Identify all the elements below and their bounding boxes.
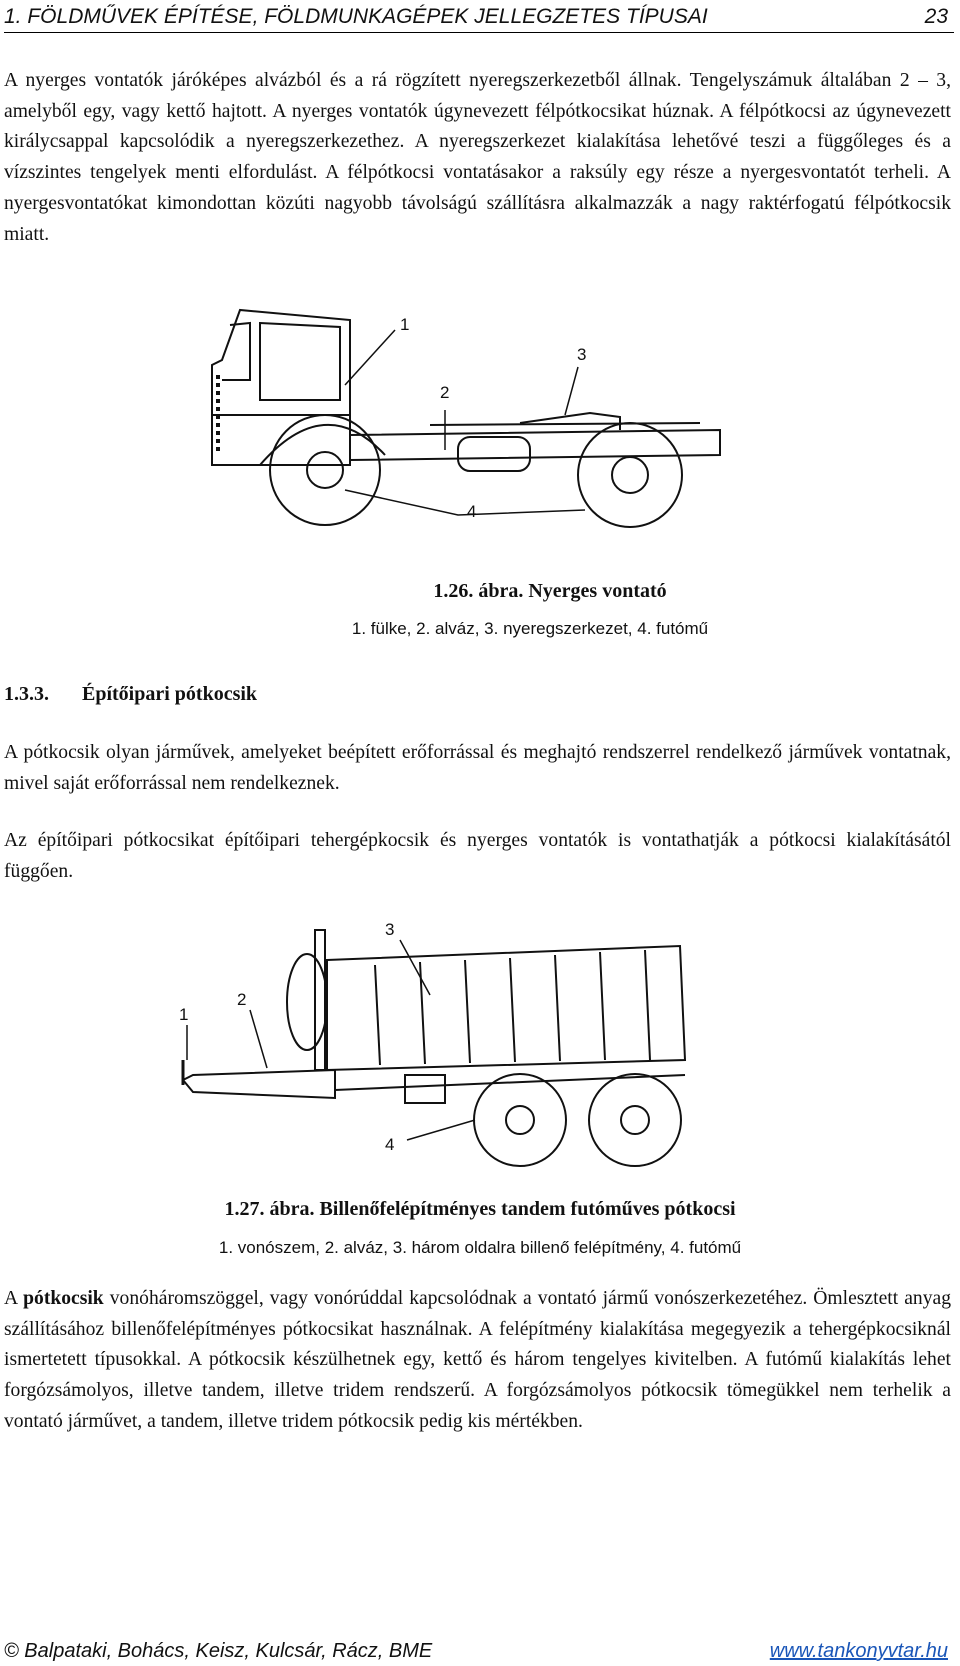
fig1-caption: 1.26. ábra. Nyerges vontató [433, 580, 667, 602]
footer-authors: © Balpataki, Bohács, Keisz, Kulcsár, Rácz, BME [4, 1640, 433, 1662]
trailer-figure [175, 910, 735, 1175]
fig1-label-2: 2 [440, 383, 450, 402]
para4-bold-term: pótkocsik [23, 1288, 104, 1309]
fig2-label-2: 2 [237, 990, 247, 1009]
fig1-label-1: 1 [400, 315, 410, 334]
section-number: 1.3.3. [4, 683, 49, 705]
page-number: 23 [924, 5, 948, 28]
para4-post: vonóháromszöggel, vagy vonórúddal kapcsolódnak a vontató jármű vonószerkezetéhez. Ömlesztett anyag szállításához billenőfelépítményes pótkocsikat használnak. A felépítmény kialakítása megegyezik a tehergépkocsiknál ismertetett típusokkal. A pótkocsik készülhetnek egy, kettő és három tengelyes kivitelben. A futómű kialakítás lehet forgózsámolyos, illetve tandem, illetve tridem rendszerű. A forgózsámolyos pótkocsik tömegükkel nem terhelik a vontató járművet, a tandem, illetve tridem pótkocsik pedig kis mértékben. [4, 1288, 951, 1432]
chapter-title: 1. FÖLDMŰVEK ÉPÍTÉSE, FÖLDMUNKAGÉPEK JELLEGZETES TÍPUSAI [4, 5, 708, 28]
section-heading [4, 683, 257, 706]
footer-url-link[interactable]: www.tankonyvtar.hu [769, 1640, 948, 1662]
tractor-figure [200, 305, 760, 555]
section-title: Építőipari pótkocsik [82, 683, 258, 705]
paragraph-trailer-towing: Az építőipari pótkocsikat építőipari tehergépkocsik és nyerges vontatók is vontathatják a pótkocsi kialakításától függően. [4, 830, 951, 882]
fig2-label-3: 3 [385, 920, 395, 939]
paragraph-trailer-definition: A pótkocsik olyan járművek, amelyeket beépített erőforrással és meghajtó rendszerrel rendelkező járművek vontatnak, mivel saját erőforrással nem rendelkeznek. [4, 742, 951, 794]
para4-pre: A [4, 1288, 24, 1309]
page-footer [4, 1640, 954, 1663]
paragraph-trailer-details [4, 1284, 951, 1438]
fig2-subcaption: 1. vonószem, 2. alváz, 3. három oldalra billenő felépítmény, 4. futómű [218, 1238, 742, 1257]
page-header [4, 2, 954, 33]
fig1-subcaption: 1. fülke, 2. alváz, 3. nyeregszerkezet, 4. futómű [351, 619, 709, 638]
fig2-caption: 1.27. ábra. Billenőfelépítményes tandem futóműves pótkocsi [224, 1198, 736, 1220]
fig1-label-3: 3 [577, 345, 587, 364]
fig2-label-4: 4 [385, 1135, 395, 1154]
fig1-label-4: 4 [467, 502, 477, 521]
fig2-label-1: 1 [179, 1005, 189, 1024]
paragraph-tractor-intro: A nyerges vontatók járóképes alvázból és a rá rögzített nyeregszerkezetből állnak. Tengelyszámuk általában 2 – 3, amelyből egy, vagy kettő hajtott. A nyerges vontatók úgynevezett félpótkocsikat húznak. A félpótkocsi az úgynevezett királycsappal kapcsolódik a nyeregszerkezethez. A nyeregszerkezet kialakítása lehetővé teszi a függőleges és a vízszintes tengelyek menti elfordulást. A félpótkocsi vontatásakor a raksúly egy része a nyergesvontatót terheli. A nyergesvontatókat kimondottan közúti nagyobb távolságú szállításra alkalmazzák a nagy raktérfogatú félpótkocsik miatt. [4, 70, 951, 245]
